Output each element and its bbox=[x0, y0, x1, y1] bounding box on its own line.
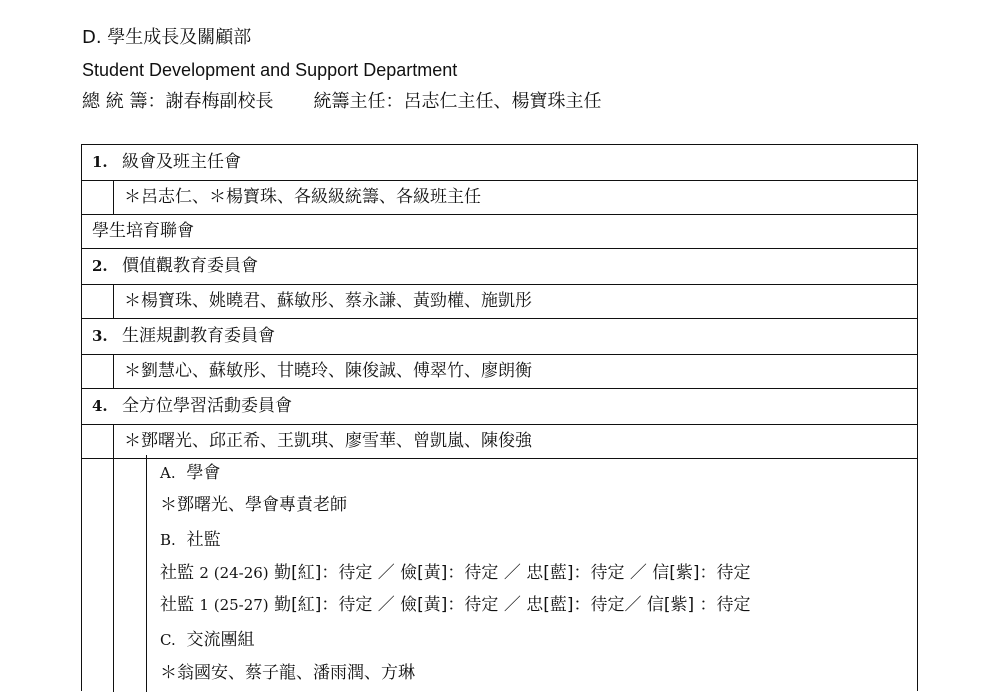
page-header bbox=[82, 26, 601, 122]
members-text: ＊楊寶珠、姚曉君、蘇敏彤、蔡永謙、黃勁權、施凱彤 bbox=[124, 291, 532, 311]
members-row-2 bbox=[82, 285, 917, 319]
subitem-label: B. bbox=[160, 531, 176, 549]
section-row-student-guidance bbox=[82, 215, 917, 249]
section-number: 4. bbox=[92, 397, 108, 415]
subitem-c-heading bbox=[160, 629, 255, 651]
section-row-2 bbox=[82, 249, 917, 285]
committee-table bbox=[81, 144, 918, 691]
section-title: 級會及班主任會 bbox=[122, 152, 241, 172]
members-text: ＊鄧曙光、邱正希、王凱琪、廖雪華、曾凱嵐、陳俊強 bbox=[124, 431, 532, 451]
house-master-line-2 bbox=[160, 594, 751, 616]
subitem-title: 社監 bbox=[186, 530, 221, 550]
subitem-a-members: ＊鄧曙光、學會專責老師 bbox=[160, 495, 347, 515]
section-title: 生涯規劃教育委員會 bbox=[122, 326, 275, 346]
members-text: ＊劉慧心、蘇敏彤、甘曉玲、陳俊誠、傅翠竹、廖朗衡 bbox=[124, 361, 532, 381]
section-row-3 bbox=[82, 319, 917, 355]
director-coordinators: 統籌主任：呂志仁主任、楊寶珠主任 bbox=[313, 91, 602, 112]
house-master-prefix: 社監 bbox=[160, 595, 194, 615]
subitem-b-heading bbox=[160, 529, 221, 551]
section-number: 3. bbox=[92, 327, 108, 345]
subitem-c-members: ＊翁國安、蔡子龍、潘雨潤、方琳 bbox=[160, 663, 415, 683]
house-master-assignments: 勤[紅]：待定 ／ 儉[黃]：待定 ／ 忠[藍]：待定／ 信[紫] ：待定 bbox=[274, 595, 751, 615]
subitem-label: A. bbox=[160, 464, 176, 482]
subitem-label: C. bbox=[160, 631, 176, 649]
section-number: 2. bbox=[92, 257, 108, 275]
section-title: 學生培育聯會 bbox=[92, 221, 194, 241]
members-row-1 bbox=[82, 181, 917, 215]
overall-coordinator: 總 統 籌：謝春梅副校長 bbox=[82, 91, 274, 112]
house-master-assignments: 勤[紅]：待定 ／ 儉[黃]：待定 ／ 忠[藍]：待定 ／ 信[紫]：待定 bbox=[274, 563, 751, 583]
section-title: 全方位學習活動委員會 bbox=[122, 396, 292, 416]
subitem-title: 交流團組 bbox=[186, 630, 255, 650]
members-row-4 bbox=[82, 425, 917, 459]
nested-subcommittees bbox=[82, 455, 917, 692]
house-master-term: 1 (25-27) bbox=[199, 596, 269, 614]
house-master-term: 2 (24-26) bbox=[199, 564, 269, 582]
subitem-title: 學會 bbox=[186, 463, 221, 483]
coordinators-line bbox=[82, 90, 601, 122]
title-zh: D. 學生成長及關顧部 bbox=[82, 27, 252, 48]
members-text: ＊呂志仁、＊楊寶珠、各級級統籌、各級班主任 bbox=[124, 187, 481, 207]
section-row-1 bbox=[82, 145, 917, 181]
section-number: 1. bbox=[92, 153, 108, 171]
house-master-prefix: 社監 bbox=[160, 563, 194, 583]
members-row-3 bbox=[82, 355, 917, 389]
subitem-a-heading bbox=[160, 462, 220, 484]
section-row-4 bbox=[82, 389, 917, 425]
section-title: 價值觀教育委員會 bbox=[122, 256, 258, 276]
title-en: Student Development and Support Department bbox=[82, 60, 458, 80]
house-master-line-1 bbox=[160, 562, 751, 584]
